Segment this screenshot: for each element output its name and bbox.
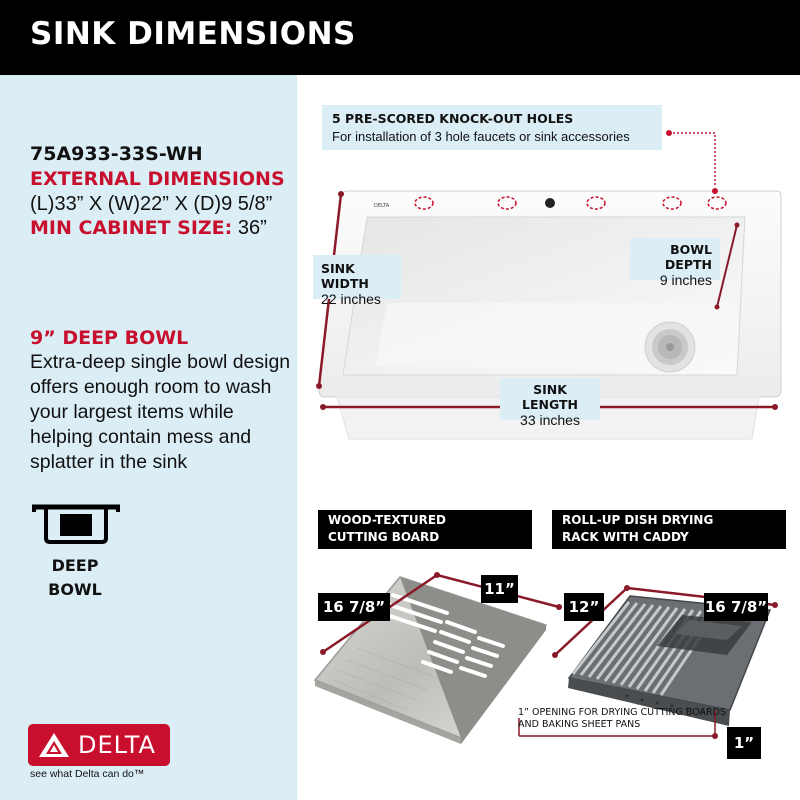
deep-bowl-label-line1: DEEP	[51, 556, 99, 575]
cutting-board-label-line2: CUTTING BOARD	[328, 530, 440, 544]
model-number: 75A933-33S-WH	[30, 143, 203, 165]
rack-width-value: 12”	[568, 598, 600, 616]
cabinet-size-label: MIN CABINET SIZE:	[30, 217, 233, 239]
knockout-holes-description: For installation of 3 hole faucets or sink accessories	[332, 129, 630, 144]
sink-width-callout	[313, 255, 401, 307]
board-width-box	[481, 575, 518, 603]
rack-length-box	[704, 593, 768, 621]
cutting-board-label	[318, 510, 532, 549]
board-length-box	[318, 593, 390, 621]
delta-logo	[28, 724, 170, 766]
opening-value: 1”	[733, 734, 755, 752]
opening-note: 1” OPENING FOR DRYING CUTTING BOARDS AND BAKING SHEET PANS	[518, 707, 726, 730]
board-length-value: 16 7/8”	[322, 598, 386, 616]
feature-title: 9” DEEP BOWL	[30, 327, 189, 349]
sink-length-value: 33 inches	[520, 412, 580, 428]
external-dimensions-label: EXTERNAL DIMENSIONS	[30, 168, 285, 190]
sink-length-title: SINK LENGTH	[522, 382, 578, 412]
sink-width-value: 22 inches	[321, 291, 381, 307]
header-bar	[0, 0, 800, 75]
drying-rack-label-line2: RACK WITH CADDY	[562, 530, 689, 544]
deep-bowl-label	[30, 554, 120, 602]
rack-length-value: 16 7/8”	[704, 598, 768, 616]
page-title: SINK DIMENSIONS	[30, 16, 356, 52]
board-width-value: 11”	[484, 580, 515, 598]
delta-triangle-icon	[38, 732, 70, 758]
sink-width-title: SINK WIDTH	[321, 261, 369, 291]
deep-bowl-icon	[30, 498, 122, 546]
bowl-depth-value: 9 inches	[659, 272, 712, 288]
bowl-depth-callout	[630, 238, 720, 288]
external-dimensions-value: (L)33” X (W)22” X (D)9 5/8”	[30, 193, 273, 215]
cabinet-size-value: 36”	[232, 217, 267, 239]
bowl-depth-title: BOWL DEPTH	[664, 242, 712, 272]
rack-width-box	[564, 593, 604, 621]
cabinet-size	[30, 217, 267, 240]
feature-description: Extra-deep single bowl design offers enough room to wash your largest items while helping contain mess and splatter in the sink	[30, 351, 291, 473]
deep-bowl-label-line2: BOWL	[48, 580, 102, 599]
brand-tagline: see what Delta can do™	[30, 768, 145, 780]
sink-length-callout	[500, 378, 600, 428]
delta-wordmark: DELTA	[78, 731, 156, 759]
sink-brand-mark: DELTA	[374, 203, 390, 209]
drying-rack-label	[552, 510, 786, 549]
knockout-holes-callout	[322, 105, 662, 150]
knockout-holes-title: 5 PRE-SCORED KNOCK-OUT HOLES	[332, 111, 574, 126]
opening-box	[727, 727, 761, 759]
cutting-board-label-line1: WOOD-TEXTURED	[328, 513, 447, 527]
drying-rack-label-line1: ROLL-UP DISH DRYING	[562, 513, 714, 527]
